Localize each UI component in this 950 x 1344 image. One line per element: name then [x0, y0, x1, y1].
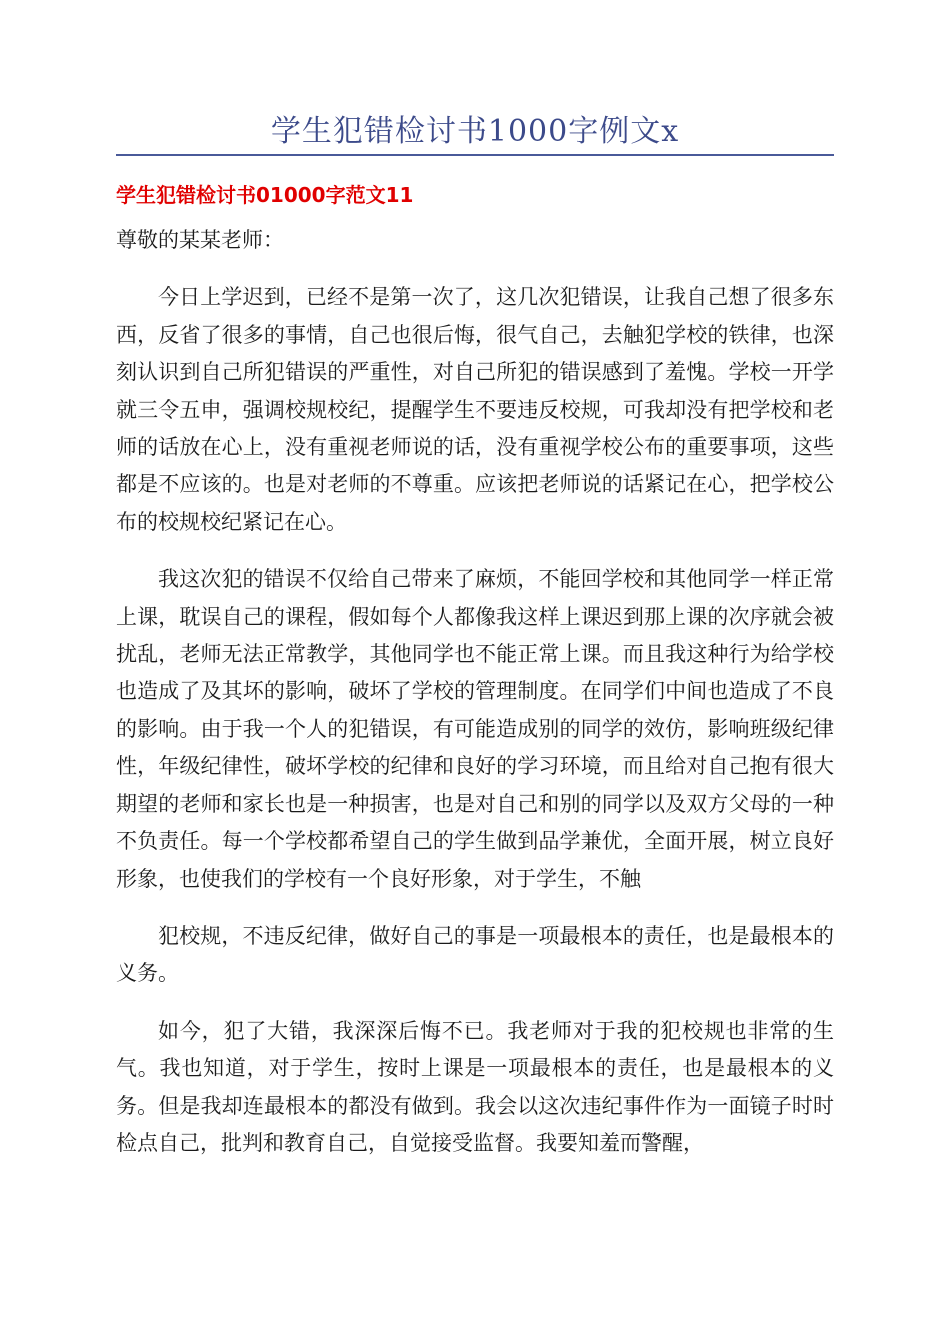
paragraph-4: 如今，犯了大错，我深深后悔不已。我老师对于我的犯校规也非常的生气。我也知道，对于学生，按时上课是一项最根本的责任，也是最根本的义务。但是我却连最根本的都没有做到。我会以这次违纪事件作为一面镜子时时检点自己，批判和教育自己，自觉接受监督。我要知羞而警醒，	[116, 1018, 834, 1155]
paragraph-3: 犯校规，不违反纪律，做好自己的事是一项最根本的责任，也是最根本的义务。	[116, 923, 834, 986]
salutation: 尊敬的某某老师：	[116, 228, 284, 252]
section-heading: 学生犯错检讨书01000字范文11	[116, 183, 414, 207]
paragraph-2: 我这次犯的错误不仅给自己带来了麻烦，不能回学校和其他同学一样正常上课，耽误自己的课程，假如每个人都像我这样上课迟到那上课的次序就会被扰乱，老师无法正常教学，其他同学也不能正常上课。而且我这种行为给学校也造成了及其坏的影响，破坏了学校的管理制度。在同学们中间也造成了不良的影响。由于我一个人的犯错误，有可能造成别的同学的效仿，影响班级纪律性，年级纪律性，破坏学校的纪律和良好的学习环境，而且给对自己抱有很大期望的老师和家长也是一种损害，也是对自己和别的同学以及双方父母的一种不负责任。每一个学校都希望自己的学生做到品学兼优，全面开展，树立良好形象，也使我们的学校有一个良好形象，对于学生，不触	[116, 567, 834, 891]
paragraph-1: 今日上学迟到，已经不是第一次了，这几次犯错误，让我自己想了很多东西，反省了很多的事情，自己也很后悔，很气自己，去触犯学校的铁律，也深刻认识到自己所犯错误的严重性，对自己所犯的错误感到了羞愧。学校一开学就三令五申，强调校规校纪，提醒学生不要违反校规，可我却没有把学校和老师的话放在心上，没有重视老师说的话，没有重视学校公布的重要事项，这些都是不应该的。也是对老师的不尊重。应该把老师说的话紧记在心，把学校公布的校规校纪紧记在心。	[116, 285, 834, 534]
letter-body	[116, 222, 834, 1182]
document-title: 学生犯错检讨书1000字例文x	[270, 114, 680, 149]
title-underline	[116, 154, 834, 156]
